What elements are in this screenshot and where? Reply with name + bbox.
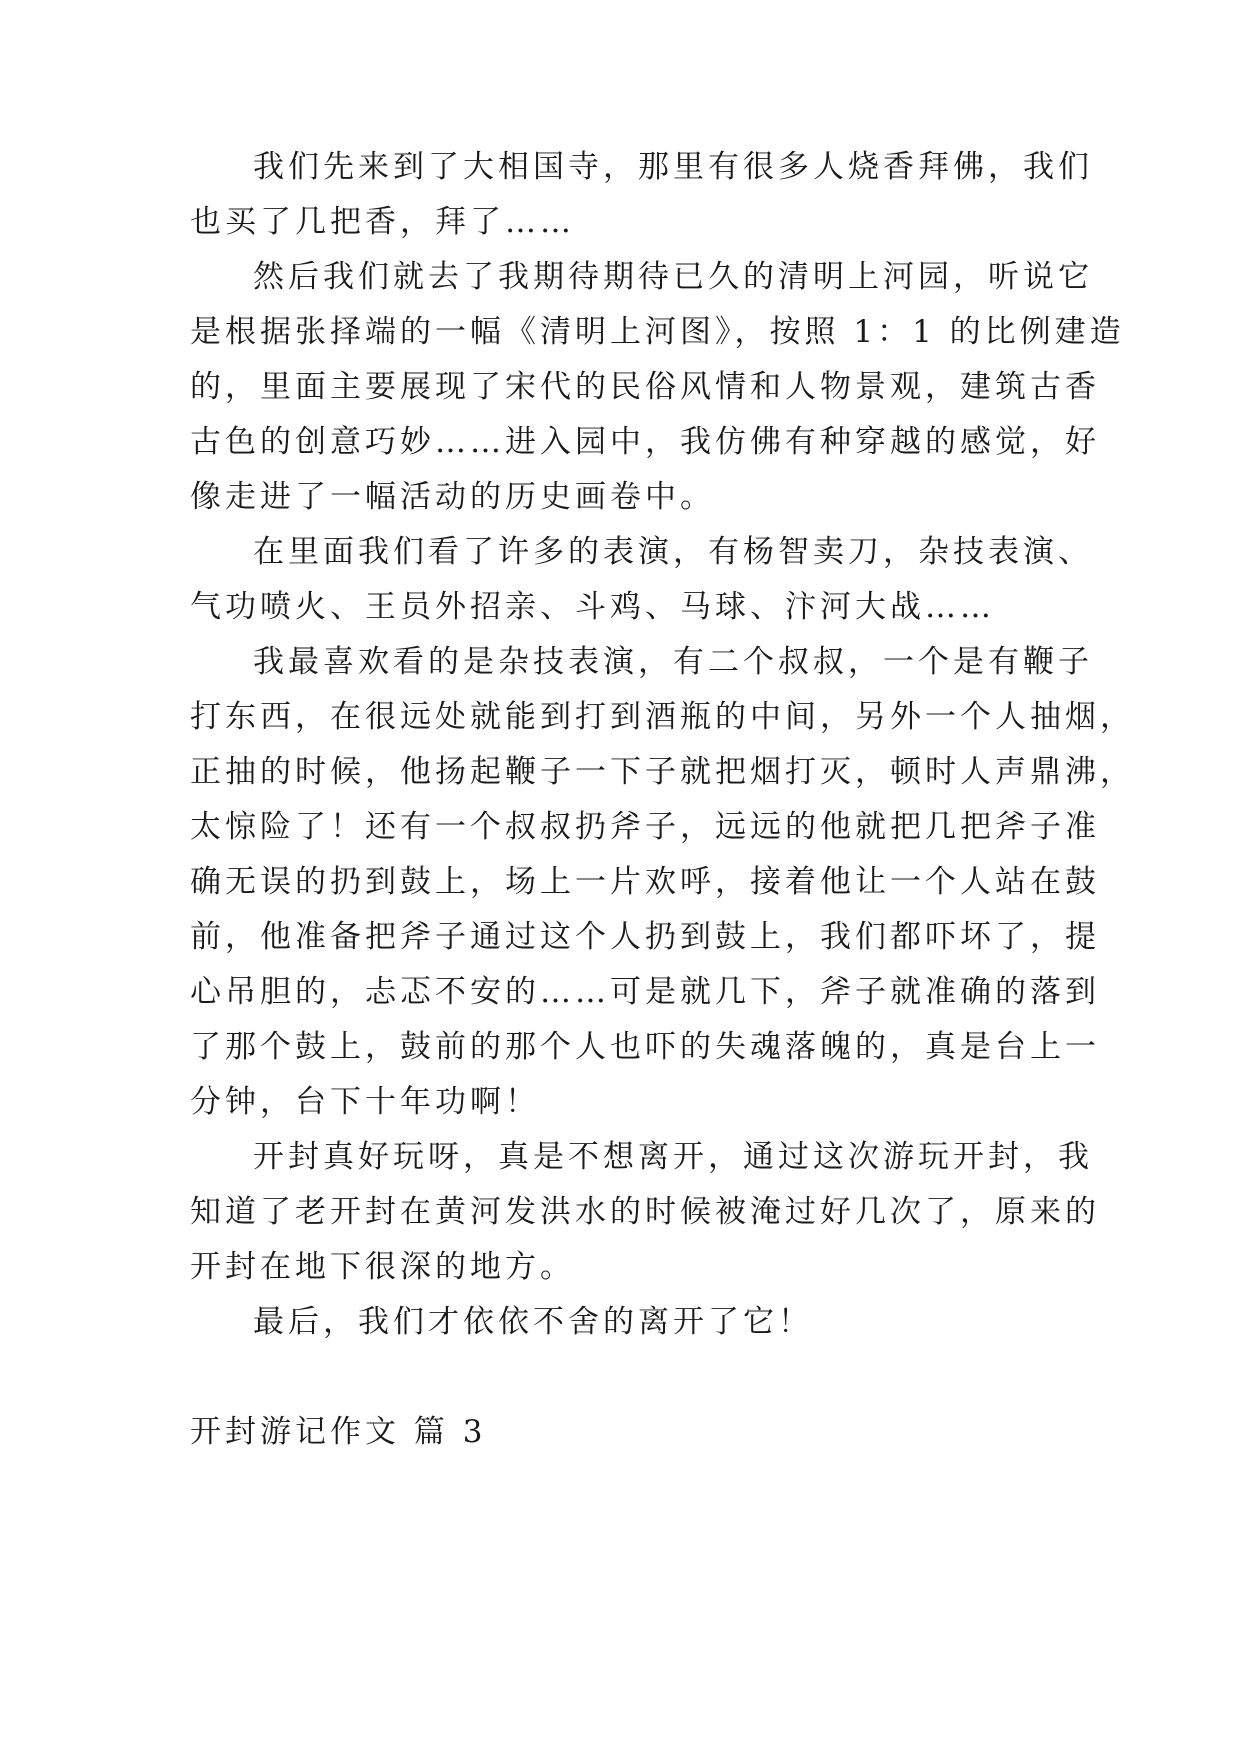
paragraph-line: 确无误的扔到鼓上，场上一片欢呼，接着他让一个人站在鼓 <box>190 864 1100 900</box>
paragraph-line: 正抽的时候，他扬起鞭子一下子就把烟打灭，顿时人声鼎沸， <box>190 754 1135 790</box>
paragraph-line: 古色的创意巧妙……进入园中，我仿佛有种穿越的感觉，好 <box>190 424 1100 460</box>
paragraph-line: 我最喜欢看的是杂技表演，有二个叔叔，一个是有鞭子 <box>253 644 1093 680</box>
paragraph-line: 知道了老开封在黄河发洪水的时候被淹过好几次了，原来的 <box>190 1194 1100 1230</box>
paragraph-line: 前，他准备把斧子通过这个人扔到鼓上，我们都吓坏了，提 <box>190 919 1100 955</box>
paragraph-line: 然后我们就去了我期待期待已久的清明上河园，听说它 <box>253 259 1093 295</box>
paragraph-line: 开封真好玩呀，真是不想离开，通过这次游玩开封，我 <box>253 1139 1093 1175</box>
paragraph-line: 像走进了一幅活动的历史画卷中。 <box>190 479 715 515</box>
paragraph-line: 是根据张择端的一幅《清明上河图》，按照 1：1 的比例建造 <box>190 314 1125 350</box>
section-heading: 开封游记作文 篇 3 <box>190 1414 487 1450</box>
paragraph-line: 最后，我们才依依不舍的离开了它！ <box>253 1304 813 1340</box>
paragraph-line: 气功喷火、王员外招亲、斗鸡、马球、汴河大战…… <box>190 589 995 625</box>
paragraph-line: 开封在地下很深的地方。 <box>190 1249 575 1285</box>
paragraph-line: 了那个鼓上，鼓前的那个人也吓的失魂落魄的，真是台上一 <box>190 1029 1100 1065</box>
paragraph-line: 心吊胆的，忐忑不安的……可是就几下，斧子就准确的落到 <box>190 974 1100 1010</box>
paragraph-line: 也买了几把香，拜了…… <box>190 204 575 240</box>
paragraph-line: 我们先来到了大相国寺，那里有很多人烧香拜佛，我们 <box>253 149 1093 185</box>
paragraph-line: 的，里面主要展现了宋代的民俗风情和人物景观，建筑古香 <box>190 369 1100 405</box>
paragraph-line: 太惊险了！还有一个叔叔扔斧子，远远的他就把几把斧子准 <box>190 809 1100 845</box>
paragraph-line: 在里面我们看了许多的表演，有杨智卖刀，杂技表演、 <box>253 534 1093 570</box>
paragraph-line: 打东西，在很远处就能到打到酒瓶的中间，另外一个人抽烟， <box>190 699 1135 735</box>
paragraph-line: 分钟，台下十年功啊！ <box>190 1084 540 1120</box>
